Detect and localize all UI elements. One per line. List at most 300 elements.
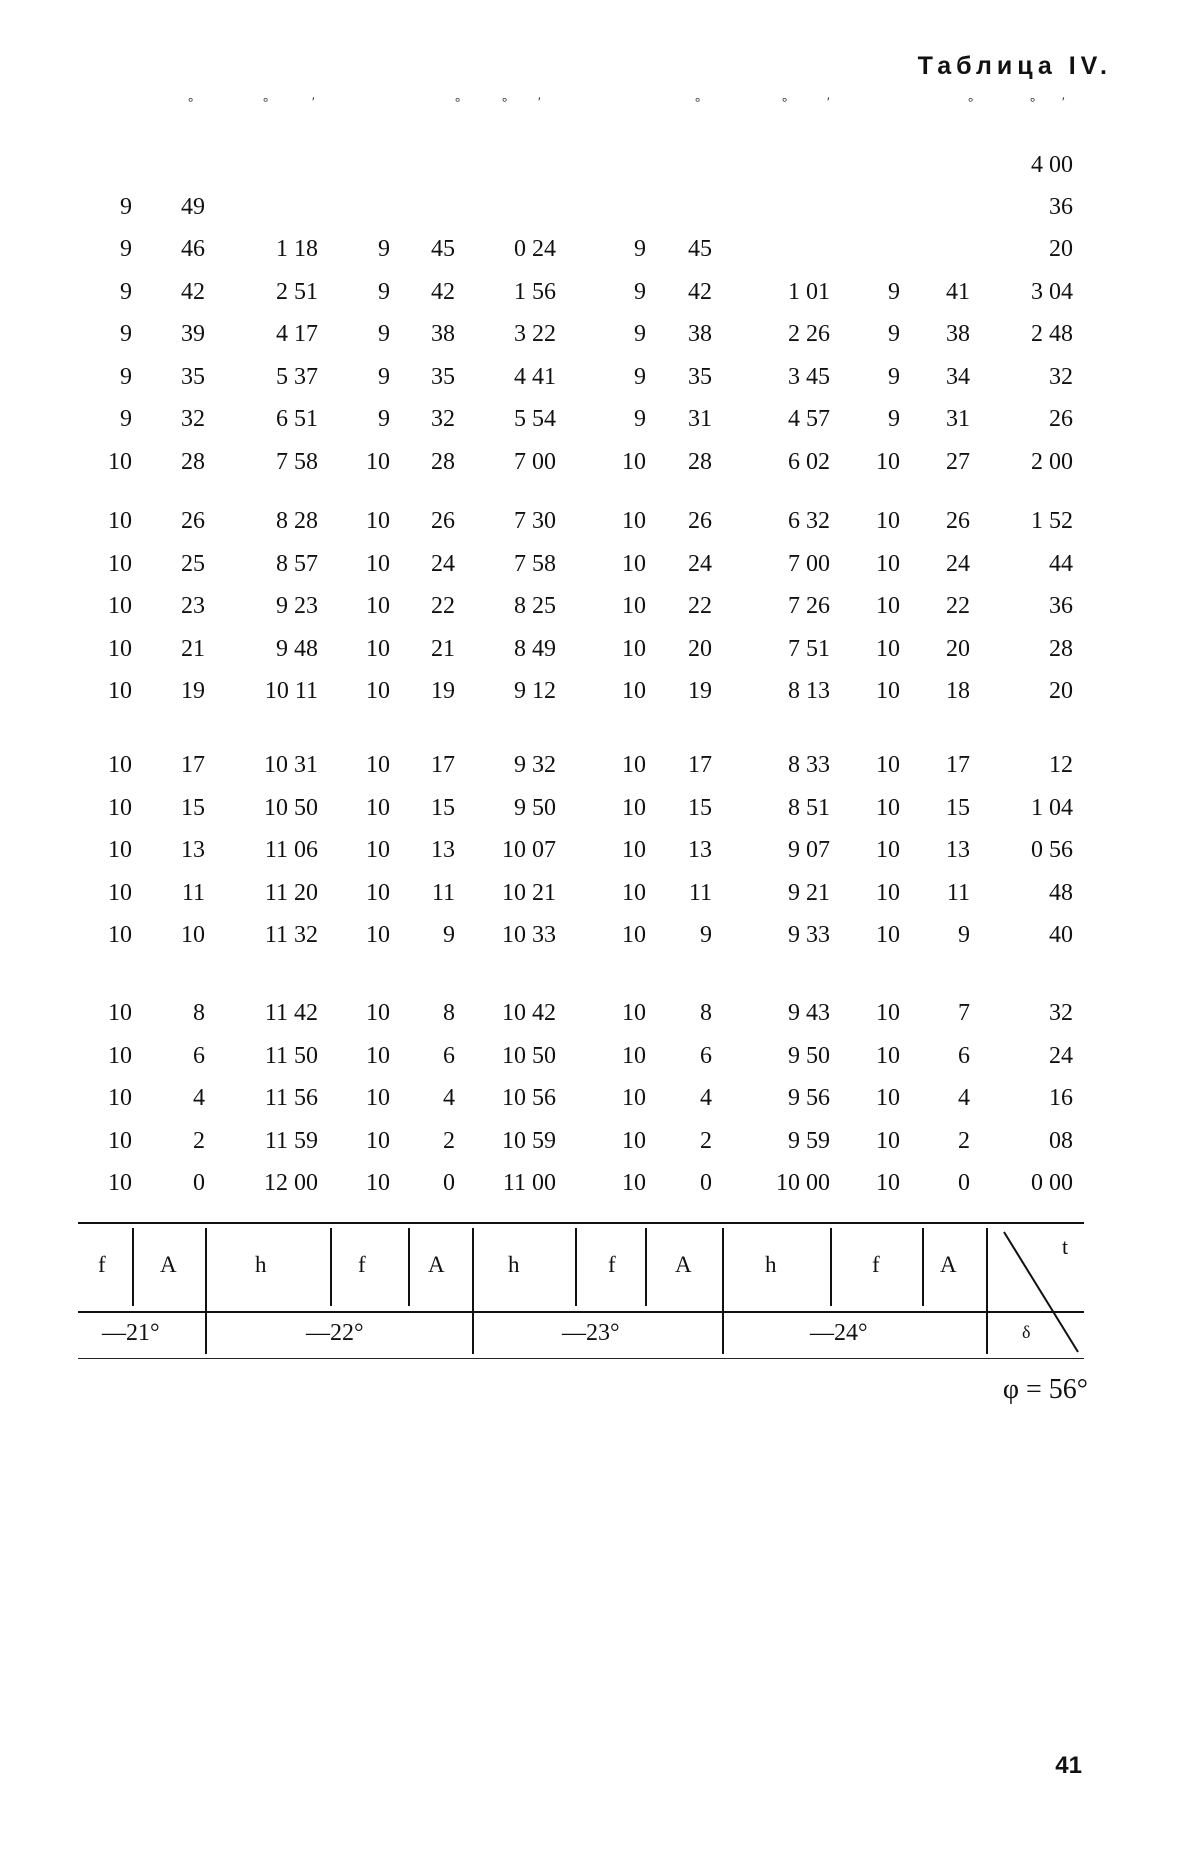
table-cell: 1 52: [1031, 508, 1073, 534]
table-cell: 19: [431, 678, 455, 704]
table-cell: 10: [108, 678, 132, 704]
table-cell: 9: [378, 406, 390, 432]
table-cell: 4: [958, 1085, 970, 1111]
table-cell: 4 41: [514, 363, 556, 390]
table-cell: 10: [622, 752, 646, 778]
table-cell: 10: [622, 922, 646, 948]
table-cell: 26: [181, 508, 205, 534]
table-cell: 0 56: [1031, 837, 1073, 863]
table-cell: 5 37: [276, 363, 318, 390]
table-cell: 9: [958, 922, 970, 948]
table-cell: 10: [366, 593, 390, 619]
table-cell: 9: [634, 236, 646, 262]
table-cell: 9: [443, 922, 455, 948]
table-cell: 42: [688, 278, 712, 305]
table-cell: 35: [688, 363, 712, 390]
table-cell: 8: [700, 1000, 712, 1026]
table-cell: 0 00: [1031, 1170, 1073, 1196]
table-cell: 4 00: [1031, 152, 1073, 178]
table-cell: 19: [181, 678, 205, 704]
table-cell: 11 32: [264, 922, 318, 948]
table-cell: 7 00: [514, 448, 556, 475]
table-cell: 9: [888, 406, 900, 432]
table-cell: 11 06: [264, 837, 318, 863]
table-cell: 0 24: [514, 236, 556, 262]
table-cell: 21: [431, 635, 455, 662]
table-cell: 9: [120, 363, 132, 390]
table-cell: 24: [946, 550, 970, 577]
column-header-a: A: [428, 1252, 445, 1277]
table-cell: 26: [431, 508, 455, 534]
table-cell: 1 01: [788, 278, 830, 305]
unit-mark: °: [502, 94, 508, 109]
table-title: Таблица IV.: [917, 52, 1112, 80]
table-cell: 10: [108, 1170, 132, 1196]
header-divider: [408, 1228, 410, 1306]
table-cell: 2 26: [788, 321, 830, 347]
table-cell: 28: [181, 448, 205, 475]
table-cell: 27: [946, 448, 970, 475]
table-cell: 10: [108, 837, 132, 863]
table-cell: 10: [876, 508, 900, 534]
table-cell: 10: [108, 508, 132, 534]
table-cell: 3 04: [1031, 278, 1073, 305]
table-cell: 9 07: [788, 837, 830, 863]
table-cell: 13: [431, 837, 455, 863]
table-cell: 8 25: [514, 593, 556, 619]
table-cell: 17: [431, 752, 455, 778]
table-cell: 13: [181, 837, 205, 863]
table-cell: 8: [193, 1000, 205, 1026]
unit-mark: ′: [312, 94, 315, 109]
table-cell: 10: [108, 794, 132, 821]
table-cell: 17: [688, 752, 712, 778]
table-cell: 10: [366, 1000, 390, 1026]
table-cell: 0: [700, 1170, 712, 1196]
table-cell: 1 18: [276, 236, 318, 262]
table-cell: 15: [946, 794, 970, 821]
table-cell: 7: [958, 1000, 970, 1026]
table-cell: 9: [120, 278, 132, 305]
table-cell: 11 50: [264, 1042, 318, 1069]
latitude-label: —24°: [810, 1320, 868, 1346]
header-divider: [722, 1228, 724, 1354]
column-header-a: A: [940, 1252, 957, 1277]
table-cell: 10: [622, 508, 646, 534]
table-cell: 7 58: [276, 448, 318, 475]
table-cell: 20: [946, 635, 970, 662]
table-cell: 10: [876, 1085, 900, 1111]
table-cell: 10: [622, 1127, 646, 1154]
table-cell: 15: [181, 794, 205, 821]
table-cell: 28: [431, 448, 455, 475]
table-cell: 10 50: [264, 794, 318, 821]
table-cell: 11 59: [264, 1127, 318, 1154]
table-cell: 10: [108, 752, 132, 778]
table-cell: 46: [181, 236, 205, 262]
table-cell: 10: [876, 1127, 900, 1154]
table-cell: 11 56: [264, 1085, 318, 1111]
table-cell: 39: [181, 321, 205, 347]
table-cell: 10: [366, 837, 390, 863]
table-cell: 0: [443, 1170, 455, 1196]
table-cell: 42: [431, 278, 455, 305]
table-cell: 44: [1049, 550, 1073, 577]
table-cell: 24: [1049, 1042, 1073, 1069]
table-cell: 9: [378, 236, 390, 262]
table-cell: 5 54: [514, 406, 556, 432]
table-cell: 10: [366, 1170, 390, 1196]
table-cell: 10: [366, 1042, 390, 1069]
table-cell: 16: [1049, 1085, 1073, 1111]
table-cell: 32: [1049, 363, 1073, 390]
table-cell: 35: [181, 363, 205, 390]
table-cell: 8 49: [514, 635, 556, 662]
table-cell: 10 07: [502, 837, 556, 863]
header-divider: [645, 1228, 647, 1306]
table-cell: 10: [366, 794, 390, 821]
table-cell: 41: [946, 278, 970, 305]
table-cell: 28: [1049, 635, 1073, 662]
table-cell: 24: [688, 550, 712, 577]
table-cell: 32: [1049, 1000, 1073, 1026]
table-cell: 17: [181, 752, 205, 778]
corner-diagonal-line: [990, 1228, 1090, 1358]
table-cell: 9 50: [514, 794, 556, 821]
table-cell: 9: [378, 363, 390, 390]
table-cell: 49: [181, 194, 205, 220]
table-cell: 10: [622, 635, 646, 662]
table-cell: 21: [181, 635, 205, 662]
table-cell: 34: [946, 363, 970, 390]
table-cell: 10: [108, 593, 132, 619]
table-cell: 10 33: [502, 922, 556, 948]
table-cell: 38: [688, 321, 712, 347]
unit-mark: °: [1030, 94, 1036, 109]
table-cell: 15: [431, 794, 455, 821]
corner-top-label: t: [1062, 1234, 1069, 1259]
header-divider: [922, 1228, 924, 1306]
table-cell: 10: [876, 550, 900, 577]
table-cell: 10: [366, 752, 390, 778]
table-cell: 7 30: [514, 508, 556, 534]
table-cell: 11 00: [502, 1170, 556, 1196]
table-cell: 10: [622, 1170, 646, 1196]
table-cell: 48: [1049, 879, 1073, 906]
table-cell: 10: [108, 635, 132, 662]
table-cell: 2 48: [1031, 321, 1073, 347]
table-cell: 36: [1049, 194, 1073, 220]
header-divider: [830, 1228, 832, 1306]
table-cell: 3 22: [514, 321, 556, 347]
table-cell: 4 17: [276, 321, 318, 347]
table-cell: 10: [622, 1042, 646, 1069]
table-cell: 10 00: [776, 1170, 830, 1196]
table-cell: 10: [108, 879, 132, 906]
table-cell: 11 42: [264, 1000, 318, 1026]
table-cell: 9: [888, 363, 900, 390]
table-cell: 10: [366, 635, 390, 662]
table-cell: 32: [431, 406, 455, 432]
table-cell: 10: [108, 1000, 132, 1026]
table-cell: 26: [688, 508, 712, 534]
table-cell: 12 00: [264, 1170, 318, 1196]
column-header-f: f: [608, 1252, 616, 1277]
table-cell: 10: [108, 550, 132, 577]
table-cell: 1 04: [1031, 794, 1073, 821]
table-cell: 9 32: [514, 752, 556, 778]
table-cell: 28: [688, 448, 712, 475]
header-bottom-rule: [78, 1358, 1084, 1359]
table-cell: 20: [688, 635, 712, 662]
table-cell: 11 20: [264, 879, 318, 906]
table-cell: 6: [443, 1042, 455, 1069]
table-cell: 17: [946, 752, 970, 778]
table-cell: 10: [366, 448, 390, 475]
table-cell: 45: [431, 236, 455, 262]
table-cell: 31: [946, 406, 970, 432]
table-cell: 1 56: [514, 278, 556, 305]
unit-mark: ′: [538, 94, 541, 109]
table-cell: 10: [622, 678, 646, 704]
table-cell: 11: [181, 879, 205, 906]
table-cell: 10: [876, 593, 900, 619]
latitude-label: —23°: [562, 1320, 620, 1346]
header-divider: [132, 1228, 134, 1306]
table-cell: 7 26: [788, 593, 830, 619]
table-cell: 13: [946, 837, 970, 863]
table-cell: 10: [622, 794, 646, 821]
table-cell: 10: [876, 837, 900, 863]
table-cell: 32: [181, 406, 205, 432]
table-cell: 9 48: [276, 635, 318, 662]
table-cell: 9 50: [788, 1042, 830, 1069]
table-cell: 9: [634, 278, 646, 305]
table-cell: 38: [431, 321, 455, 347]
column-header-f: f: [358, 1252, 366, 1277]
table-cell: 08: [1049, 1127, 1073, 1154]
unit-mark: ′: [1062, 94, 1065, 109]
table-cell: 20: [1049, 236, 1073, 262]
header-divider: [986, 1228, 988, 1354]
table-cell: 10: [622, 550, 646, 577]
table-cell: 11: [688, 879, 712, 906]
latitude-label: —22°: [306, 1320, 364, 1346]
page-number: 41: [1055, 1752, 1082, 1779]
table-cell: 9: [120, 406, 132, 432]
table-cell: 8: [443, 1000, 455, 1026]
table-cell: 10: [366, 550, 390, 577]
table-cell: 10: [366, 678, 390, 704]
table-cell: 2 51: [276, 278, 318, 305]
table-cell: 9 43: [788, 1000, 830, 1026]
table-cell: 12: [1049, 752, 1073, 778]
table-cell: 26: [946, 508, 970, 534]
table-cell: 24: [431, 550, 455, 577]
table-cell: 10: [876, 1000, 900, 1026]
table-cell: 35: [431, 363, 455, 390]
table-cell: 9: [634, 406, 646, 432]
table-cell: 7 58: [514, 550, 556, 577]
table-cell: 6: [193, 1042, 205, 1069]
table-cell: 6 51: [276, 406, 318, 432]
table-cell: 2: [193, 1127, 205, 1154]
corner-bottom-label: δ: [1022, 1322, 1031, 1342]
table-cell: 7 51: [788, 635, 830, 662]
unit-mark: °: [695, 94, 701, 109]
table-cell: 4 57: [788, 406, 830, 432]
table-cell: 9 59: [788, 1127, 830, 1154]
table-cell: 8 13: [788, 678, 830, 704]
column-header-h: h: [508, 1252, 520, 1277]
unit-mark: °: [968, 94, 974, 109]
table-cell: 10 21: [502, 879, 556, 906]
latitude-phi-label: φ = 56°: [1002, 1374, 1088, 1405]
table-cell: 10: [876, 635, 900, 662]
table-cell: 20: [1049, 678, 1073, 704]
table-cell: 10: [876, 794, 900, 821]
table-cell: 10: [108, 1042, 132, 1069]
table-cell: 2: [443, 1127, 455, 1154]
table-cell: 19: [688, 678, 712, 704]
table-cell: 2 00: [1031, 448, 1073, 475]
unit-mark: °: [263, 94, 269, 109]
table-cell: 4: [193, 1085, 205, 1111]
table-cell: 10 31: [264, 752, 318, 778]
table-cell: 6 32: [788, 508, 830, 534]
table-cell: 9 56: [788, 1085, 830, 1111]
table-cell: 10: [876, 1170, 900, 1196]
column-header-f: f: [872, 1252, 880, 1277]
column-header-a: A: [160, 1252, 177, 1277]
table-cell: 3 45: [788, 363, 830, 390]
table-cell: 6: [700, 1042, 712, 1069]
table-cell: 6: [958, 1042, 970, 1069]
header-top-rule: [78, 1222, 1084, 1224]
unit-mark: ′: [827, 94, 830, 109]
table-cell: 2: [958, 1127, 970, 1154]
table-cell: 26: [1049, 406, 1073, 432]
table-cell: 8 51: [788, 794, 830, 821]
table-cell: 23: [181, 593, 205, 619]
table-cell: 8 57: [276, 550, 318, 577]
table-cell: 13: [688, 837, 712, 863]
table-cell: 10: [622, 448, 646, 475]
table-cell: 9 12: [514, 678, 556, 704]
table-cell: 10: [622, 879, 646, 906]
table-cell: 22: [431, 593, 455, 619]
table-cell: 0: [193, 1170, 205, 1196]
table-cell: 2: [700, 1127, 712, 1154]
table-cell: 11: [431, 879, 455, 906]
column-header-a: A: [675, 1252, 692, 1277]
table-cell: 4: [443, 1085, 455, 1111]
table-cell: 42: [181, 278, 205, 305]
table-cell: 9: [120, 194, 132, 220]
table-cell: 10 11: [264, 678, 318, 704]
table-cell: 25: [181, 550, 205, 577]
header-divider: [330, 1228, 332, 1306]
header-divider: [575, 1228, 577, 1306]
table-cell: 10 56: [502, 1085, 556, 1111]
table-cell: 9 21: [788, 879, 830, 906]
table-cell: 8 33: [788, 752, 830, 778]
table-cell: 9: [634, 363, 646, 390]
table-cell: 10: [622, 593, 646, 619]
table-cell: 11: [946, 879, 970, 906]
table-cell: 10 42: [502, 1000, 556, 1026]
header-divider: [472, 1228, 474, 1354]
table-cell: 18: [946, 678, 970, 704]
table-cell: 40: [1049, 922, 1073, 948]
column-header-h: h: [255, 1252, 267, 1277]
table-cell: 9 23: [276, 593, 318, 619]
table-cell: 31: [688, 406, 712, 432]
table-cell: 38: [946, 321, 970, 347]
table-cell: 10: [622, 837, 646, 863]
table-cell: 9: [378, 321, 390, 347]
column-header-f: f: [98, 1252, 106, 1277]
table-cell: 4: [700, 1085, 712, 1111]
header-mid-rule: [78, 1311, 1084, 1313]
table-cell: 10: [622, 1085, 646, 1111]
table-cell: 10: [876, 879, 900, 906]
table-cell: 9: [634, 321, 646, 347]
header-divider: [205, 1228, 207, 1354]
table-cell: 10: [366, 1085, 390, 1111]
table-cell: 10: [876, 922, 900, 948]
table-cell: 9 33: [788, 922, 830, 948]
table-cell: 10: [366, 922, 390, 948]
table-cell: 10 50: [502, 1042, 556, 1069]
table-cell: 9: [700, 922, 712, 948]
table-cell: 15: [688, 794, 712, 821]
table-cell: 9: [120, 321, 132, 347]
unit-mark: °: [782, 94, 788, 109]
table-cell: 10: [876, 678, 900, 704]
table-cell: 0: [958, 1170, 970, 1196]
table-cell: 45: [688, 236, 712, 262]
table-cell: 8 28: [276, 508, 318, 534]
table-cell: 10: [108, 922, 132, 948]
unit-mark: °: [188, 94, 194, 109]
table-cell: 10: [108, 448, 132, 475]
table-cell: 22: [688, 593, 712, 619]
table-cell: 10: [876, 1042, 900, 1069]
column-header-h: h: [765, 1252, 777, 1277]
unit-mark: °: [455, 94, 461, 109]
table-cell: 6 02: [788, 448, 830, 475]
table-cell: 10: [366, 1127, 390, 1154]
table-cell: 10: [108, 1127, 132, 1154]
table-cell: 7 00: [788, 550, 830, 577]
table-cell: 10: [181, 922, 205, 948]
table-cell: 9: [888, 278, 900, 305]
table-cell: 9: [888, 321, 900, 347]
table-cell: 10: [366, 508, 390, 534]
latitude-label: —21°: [102, 1320, 160, 1346]
table-cell: 9: [378, 278, 390, 305]
table-cell: 10 59: [502, 1127, 556, 1154]
table-cell: 10: [876, 448, 900, 475]
table-cell: 9: [120, 236, 132, 262]
table-cell: 10: [108, 1085, 132, 1111]
table-cell: 36: [1049, 593, 1073, 619]
table-cell: 10: [876, 752, 900, 778]
table-cell: 22: [946, 593, 970, 619]
table-cell: 10: [366, 879, 390, 906]
table-cell: 10: [622, 1000, 646, 1026]
